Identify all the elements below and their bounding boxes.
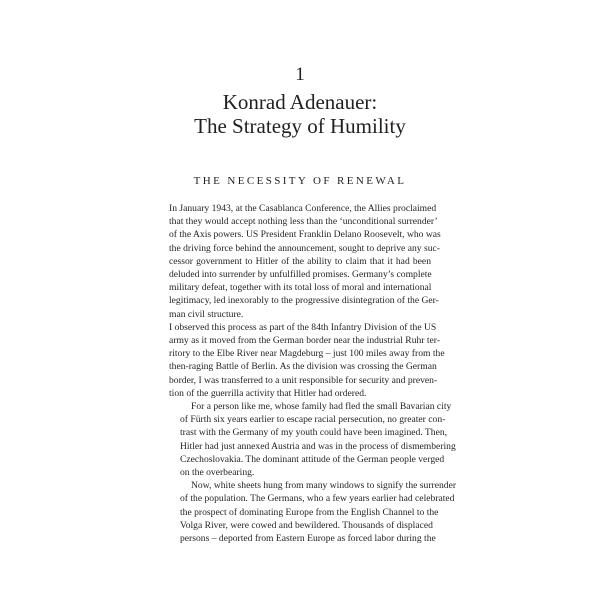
text-line: tion of the guerrilla activity that Hitler had ordered. [169, 387, 367, 399]
paragraph-4 [169, 479, 457, 545]
text-line: then-raging Battle of Berlin. As the division was crossing the German [169, 361, 437, 373]
chapter-title-line-2: The Strategy of Humility [194, 114, 406, 138]
text-line: the driving force behind the announcement, sought to deprive any suc- [169, 242, 440, 254]
text-line: legitimacy, led inexorably to the progressive disintegration of the Ger- [169, 295, 439, 307]
text-line: For a person like me, whose family had fled the small Bavarian city [191, 401, 452, 413]
text-line: of Fürth six years earlier to escape racial persecution, no greater con- [180, 414, 446, 426]
text-line: on the overbearing. [180, 467, 255, 479]
chapter-title-line-1: Konrad Adenauer: [222, 90, 378, 114]
text-line: Now, white sheets hung from many windows to signify the surrender [191, 480, 457, 492]
text-line: Volga River, were cowed and bewildered. Thousands of displaced [180, 519, 433, 531]
paragraph-2 [169, 321, 445, 400]
text-line: Hitler had just annexed Austria and was in the process of dismembering [180, 440, 456, 452]
text-line: cessor government to Hitler of the ability to claim that it had been [169, 255, 431, 267]
text-line: border, I was transferred to a unit responsible for security and preven- [169, 374, 438, 386]
text-line: ritory to the Elbe River near Magdeburg – just 100 miles away from the [169, 348, 445, 360]
text-line: Czechoslovakia. The dominant attitude of the German people verged [180, 453, 445, 465]
chapter-title [0, 90, 600, 138]
section-heading: THE NECESSITY OF RENEWAL [193, 175, 407, 187]
text-line: In January 1943, at the Casablanca Conference, the Allies proclaimed [169, 203, 437, 214]
chapter-number: 1 [295, 64, 305, 85]
text-line: of the population. The Germans, who a few years earlier had celebrated [180, 493, 455, 505]
text-line: military defeat, together with its total loss of moral and international [169, 282, 432, 294]
text-line: the prospect of dominating Europe from the English Channel to the [180, 506, 439, 518]
text-line: that they would accept nothing less than the ‘unconditional surrender’ [169, 216, 438, 228]
body-text [169, 202, 457, 545]
text-line: deluded into surrender by unfulfilled promises. Germany’s complete [169, 269, 432, 281]
paragraph-3 [169, 400, 456, 479]
text-line: persons – deported from Eastern Europe as forced labor during the [180, 533, 436, 545]
text-line: I observed this process as part of the 84th Infantry Division of the US [169, 321, 437, 333]
text-line: man civil structure. [169, 308, 244, 320]
text-line: of the Axis powers. US President Franklin Delano Roosevelt, who was [169, 229, 441, 241]
text-line: army as it moved from the German border near the industrial Ruhr ter- [169, 335, 441, 347]
paragraph-1 [169, 202, 441, 321]
text-line: trast with the Germany of my youth could have been imagined. Then, [180, 427, 448, 439]
